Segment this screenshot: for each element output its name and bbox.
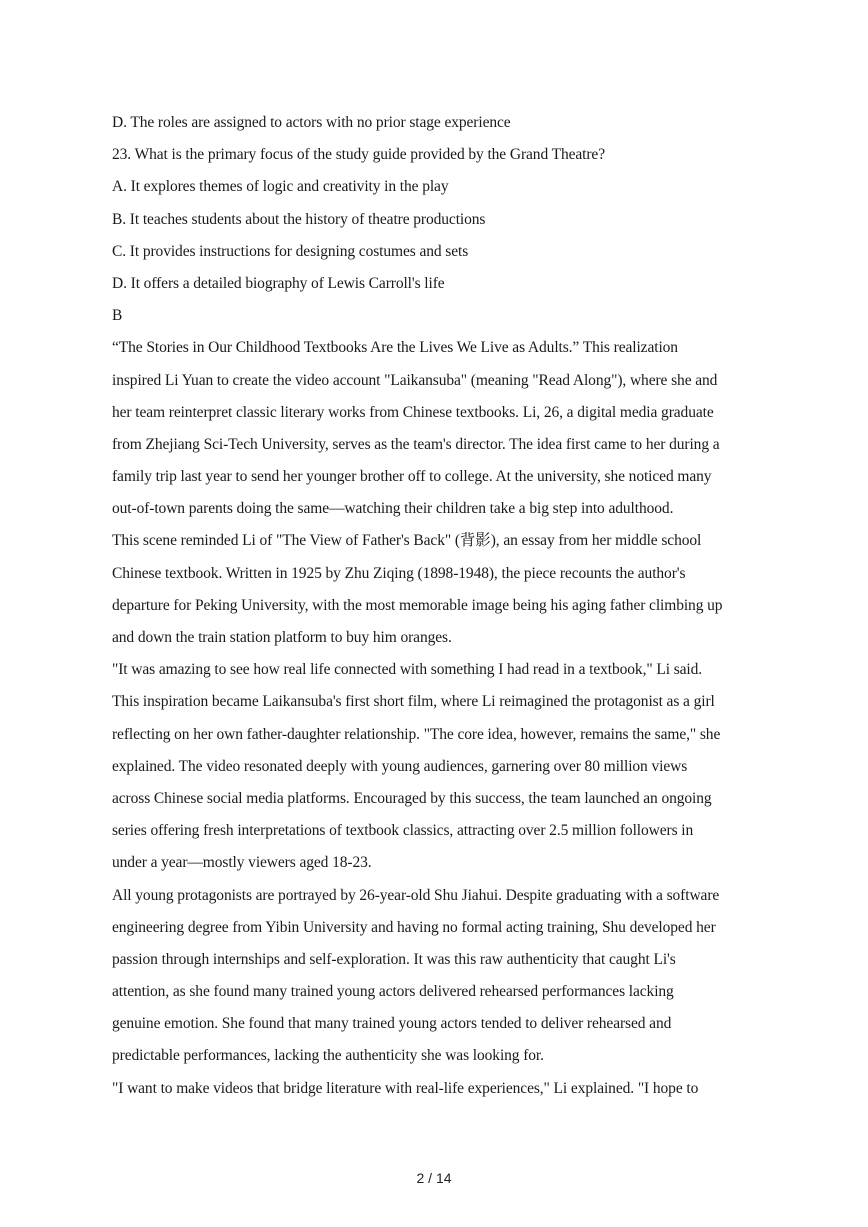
passage-line: her team reinterpret classic literary works from Chinese textbooks. Li, 26, a digital media graduate <box>112 403 714 421</box>
passage-line: “The Stories in Our Childhood Textbooks Are the Lives We Live as Adults.” This realization <box>112 339 678 357</box>
q23-option-c: C. It provides instructions for designing costumes and sets <box>112 242 469 260</box>
passage-line: series offering fresh interpretations of textbook classics, attracting over 2.5 million followers in <box>112 822 694 840</box>
passage-line: All young protagonists are portrayed by 26-year-old Shu Jiahui. Despite graduating with a software <box>112 886 720 904</box>
q23-stem: 23. What is the primary focus of the study guide provided by the Grand Theatre? <box>112 146 605 164</box>
passage-line: departure for Peking University, with the most memorable image being his aging father climbing up <box>112 596 723 614</box>
passage-line: engineering degree from Yibin University and having no formal acting training, Shu developed her <box>112 918 716 936</box>
passage-line: "It was amazing to see how real life connected with something I had read in a textbook," Li said. <box>112 661 703 679</box>
page-content <box>112 107 760 1105</box>
passage-line: attention, as she found many trained young actors delivered rehearsed performances lacking <box>112 983 674 1001</box>
passage-line: This scene reminded Li of "The View of Father's Back" (背影), an essay from her middle school <box>112 532 702 550</box>
passage-line: and down the train station platform to buy him oranges. <box>112 629 452 646</box>
passage-line: explained. The video resonated deeply with young audiences, garnering over 80 million views <box>112 757 688 775</box>
passage-line: across Chinese social media platforms. Encouraged by this success, the team launched an ongoing <box>112 789 712 807</box>
passage-line: from Zhejiang Sci-Tech University, serves as the team's director. The idea first came to her during a <box>112 435 720 453</box>
passage-line: "I want to make videos that bridge literature with real-life experiences," Li explained. "I hope to <box>112 1079 699 1097</box>
section-label: B <box>112 307 123 325</box>
passage-line: genuine emotion. She found that many trained young actors tended to deliver rehearsed and <box>112 1015 672 1033</box>
passage-line: This inspiration became Laikansuba's first short film, where Li reimagined the protagonist as a girl <box>112 693 715 711</box>
passage-line: family trip last year to send her younger brother off to college. At the university, she noticed many <box>112 468 712 486</box>
page-number: 2 / 14 <box>416 1170 452 1186</box>
q23-option-a: A. It explores themes of logic and creativity in the play <box>112 178 449 196</box>
q23-option-d: D. It offers a detailed biography of Lewis Carroll's life <box>112 274 445 292</box>
q22-option-d: D. The roles are assigned to actors with no prior stage experience <box>112 114 511 131</box>
passage-line: Chinese textbook. Written in 1925 by Zhu Ziqing (1898-1948), the piece recounts the author's <box>112 564 686 582</box>
q23-option-b: B. It teaches students about the history of theatre productions <box>112 210 486 228</box>
passage-line: predictable performances, lacking the authenticity she was looking for. <box>112 1047 544 1065</box>
passage-line: reflecting on her own father-daughter relationship. "The core idea, however, remains the same," she <box>112 725 721 743</box>
passage <box>112 332 760 1105</box>
passage-line: passion through internships and self-exploration. It was this raw authenticity that caught Li's <box>112 950 676 968</box>
passage-line: out-of-town parents doing the same—watching their children take a big step into adulthood. <box>112 500 674 518</box>
passage-line: under a year—mostly viewers aged 18-23. <box>112 854 372 872</box>
passage-line: inspired Li Yuan to create the video account "Laikansuba" (meaning "Read Along"), where she and <box>112 371 718 389</box>
